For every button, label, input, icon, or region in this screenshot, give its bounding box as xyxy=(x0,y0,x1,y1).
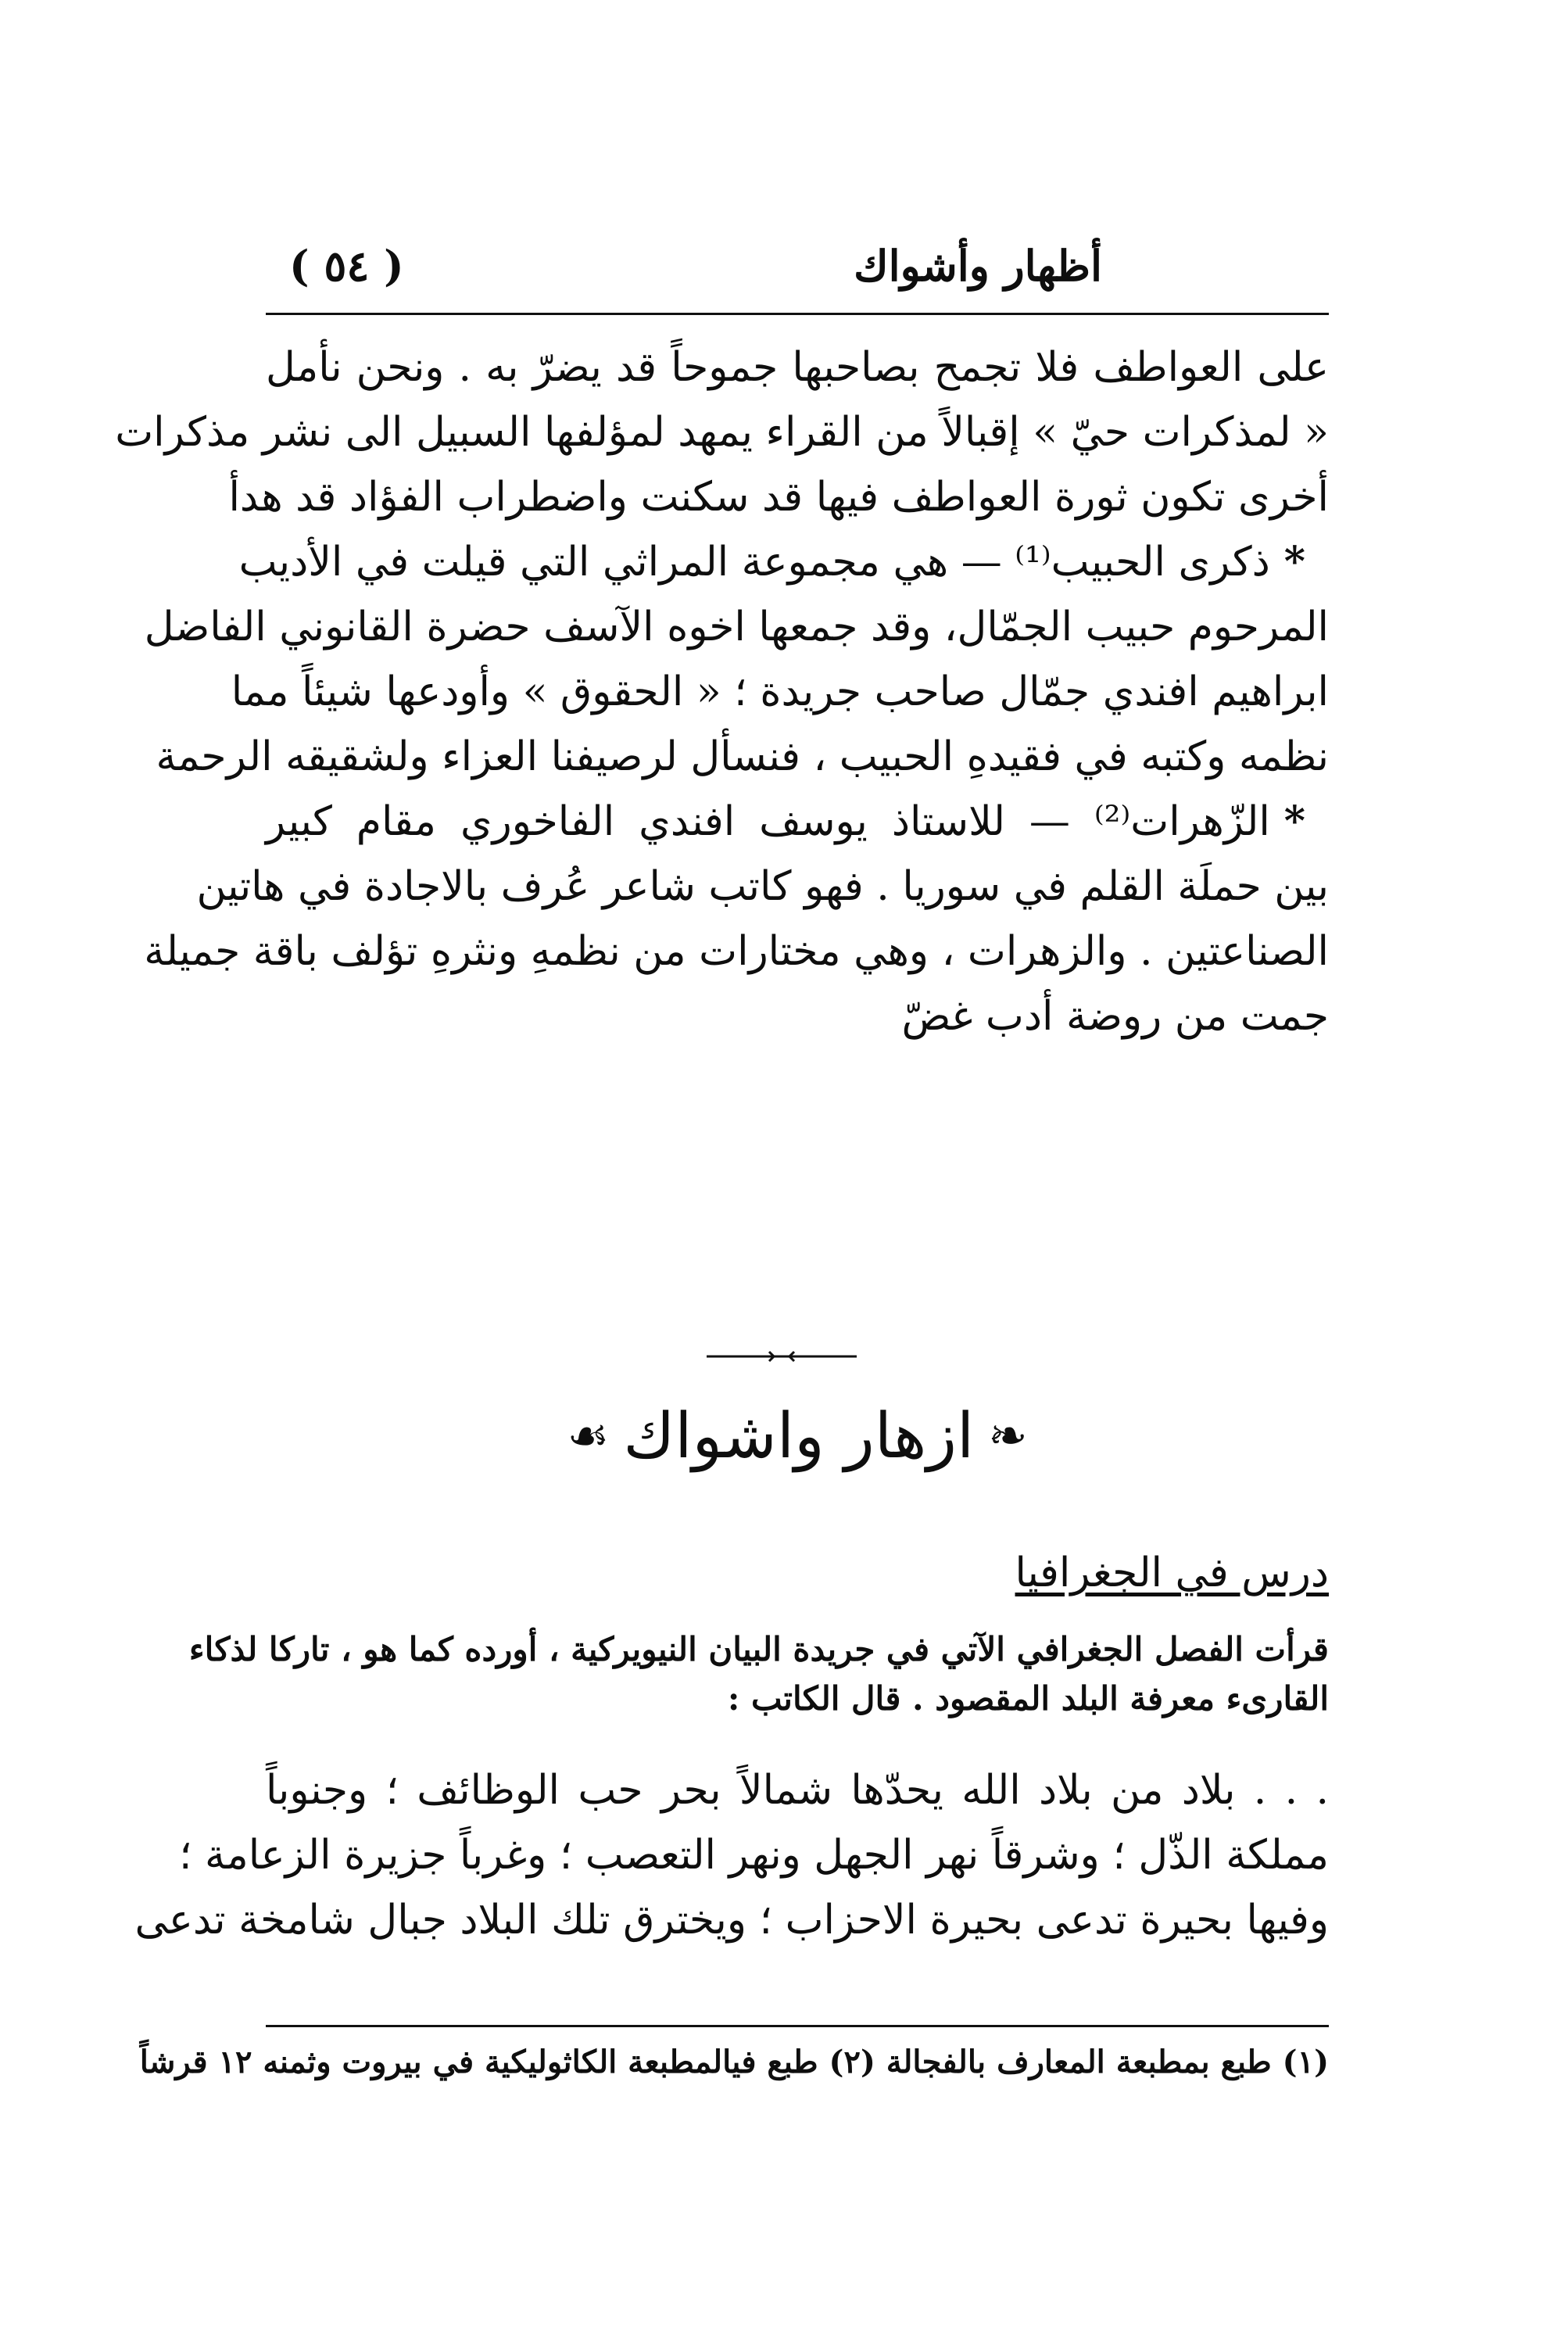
text-line: وفيها بحيرة تدعى بحيرة الاحزاب ؛ ويخترق تلك البلاد جبال شامخة تدعى xyxy=(134,1897,1329,1944)
body-line: أخرى تكون ثورة العواطف فيها قد سكنت واضطراب الفؤاد قد هدأ xyxy=(228,474,1329,521)
subheading-text: درس في الجغرافيا xyxy=(1015,1550,1329,1596)
entry-line: ابراهيم افندي جمّال صاحب جريدة ؛ « الحقوق » وأودعها شيئاً مما xyxy=(231,668,1329,715)
entry-line xyxy=(238,531,1329,593)
intro-line: قرأت الفصل الجغرافي الآتي في جريدة البيان النيويركية ، أورده كما هو ، تاركا لذكاء xyxy=(188,1630,1329,1668)
entry-line: جمت من روضة أدب غضّ xyxy=(901,993,1329,1040)
entry-line: بين حملَة القلم في سوريا . فهو كاتب شاعر عُرف بالاجادة في هاتين xyxy=(196,863,1329,910)
body-line: « لمذكرات حيّ » إقبالاً من القراء يمهد لمؤلفها السبيل الى نشر مذكرات xyxy=(115,409,1329,456)
entry-line: نظمه وكتبه في فقيدهِ الحبيب ، فنسأل لرصيفنا العزاء ولشقيقه الرحمة xyxy=(156,733,1329,780)
entry-text: الزّهرات⁽²⁾ — للاستاذ يوسف افندي الفاخوري مقام كبير xyxy=(266,798,1270,845)
intro-line: القارىء معرفة البلد المقصود . قال الكاتب : xyxy=(727,1679,1329,1718)
ornament-left-icon: ❧ xyxy=(988,1408,1028,1464)
entry-line: المرحوم حبيب الجمّال، وقد جمعها اخوه الآسف حضرة القانوني الفاضل xyxy=(144,604,1329,650)
body-line: على العواطف فلا تجمح بصاحبها جموحاً قد يضرّ به . ونحن نأمل xyxy=(266,344,1329,391)
entry-text: ذكرى الحبيب⁽¹⁾ — هي مجموعة المراثي التي قيلت في الأديب xyxy=(238,539,1270,586)
subheading xyxy=(266,1542,1329,1604)
footnote-rule xyxy=(266,2025,1329,2027)
ornament-right-icon: ☙ xyxy=(567,1408,610,1464)
page-header xyxy=(266,227,1329,313)
section-title-text: ازهار واشواك xyxy=(623,1399,975,1472)
footnote: (١) طبع بمطبعة المعارف بالفجالة (٢) طبع فيالمطبعة الكاثوليكية في بيروت وثمنه ١٢ قرشاً xyxy=(139,2044,1329,2080)
running-title: أظهار وأشواك xyxy=(854,241,1102,291)
section-title xyxy=(266,1399,1329,1493)
bullet-star: * xyxy=(1283,797,1305,845)
page-number: ( ٥٤ ) xyxy=(289,241,404,291)
section-divider-icon xyxy=(703,1349,860,1364)
text-line: . . . بلاد من بلاد الله يحدّها شمالاً بحر حب الوظائف ؛ وجنوباً xyxy=(266,1767,1329,1814)
header-rule xyxy=(266,313,1329,315)
bullet-star: * xyxy=(1283,538,1305,586)
text-line: مملكة الذّل ؛ وشرقاً نهر الجهل ونهر التعصب ؛ وغرباً جزيرة الزعامة ؛ xyxy=(178,1832,1329,1879)
entry-line xyxy=(266,790,1329,853)
entry-line: الصناعتين . والزهرات ، وهي مختارات من نظمهِ ونثرهِ تؤلف باقة جميلة xyxy=(144,928,1329,975)
